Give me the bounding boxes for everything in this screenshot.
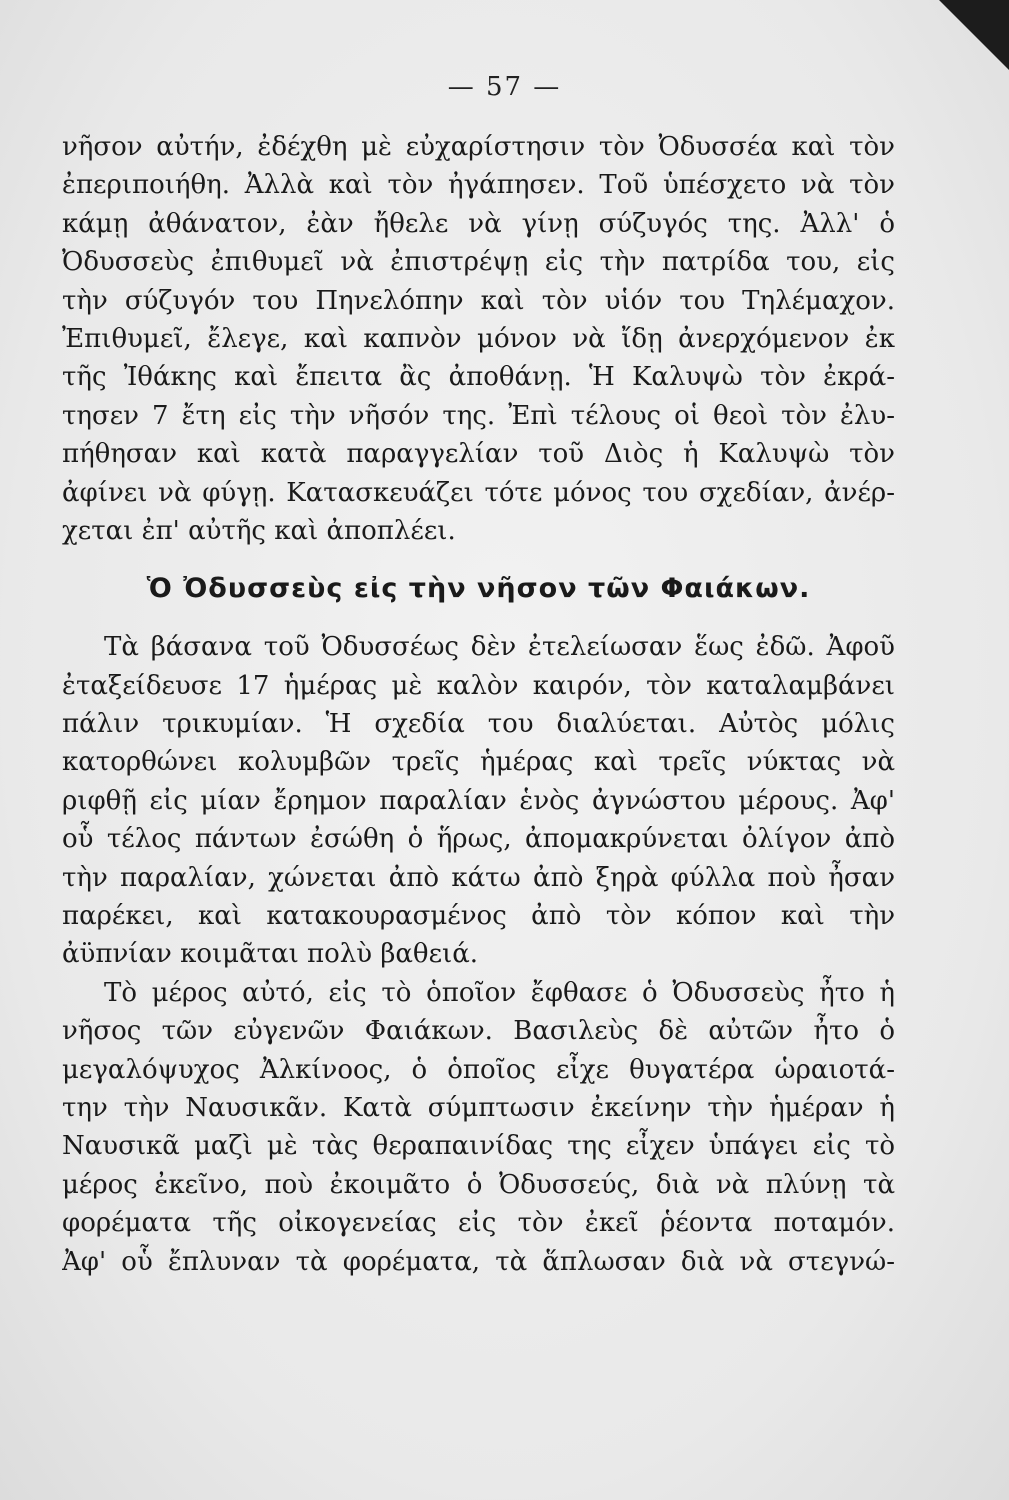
text-line: χεται ἐπ' αὐτῆς καὶ ἀποπλέει. <box>62 515 456 546</box>
page-corner-shadow <box>939 0 1009 70</box>
text-line: τησεν 7 ἔτη εἰς τὴν νῆσόν της. Ἐπὶ τέλους οἱ θεοὶ τὸν ἐλυ- <box>62 400 895 431</box>
text-line: Ἀφ' οὗ ἔπλυναν τὰ φορέματα, τὰ ἅπλωσαν διὰ νὰ στεγνώ- <box>62 1246 895 1277</box>
text-line: Τὸ μέρος αὐτό, εἰς τὸ ὁποῖον ἔφθασε ὁ Ὀδυσσεὺς ἦτο ἡ <box>104 977 895 1008</box>
text-line: κάμῃ ἀθάνατον, ἐὰν ἤθελε νὰ γίνῃ σύζυγός της. Ἀλλ' ὁ <box>62 208 895 239</box>
text-line: την τὴν Ναυσικᾶν. Κατὰ σύμπτωσιν ἐκείνην τὴν ἡμέραν ἡ <box>62 1092 895 1123</box>
text-line: ἀϋπνίαν κοιμᾶται πολὺ βαθειά. <box>62 939 479 970</box>
text-line: Τὰ βάσανα τοῦ Ὀδυσσέως δὲν ἐτελείωσαν ἕως ἐδῶ. Ἀφοῦ <box>104 632 895 663</box>
text-line: μέρος ἐκεῖνο, ποὺ ἐκοιμᾶτο ὁ Ὀδυσσεύς, διὰ νὰ πλύνῃ τὰ <box>62 1169 895 1200</box>
paragraph-3 <box>62 974 895 1281</box>
text-line: Ναυσικᾶ μαζὶ μὲ τὰς θεραπαινίδας της εἶχεν ὑπάγει εἰς τὸ <box>62 1131 895 1162</box>
text-line: κατορθώνει κολυμβῶν τρεῖς ἡμέρας καὶ τρεῖς νύκτας νὰ <box>62 747 895 778</box>
text-line: τὴν παραλίαν, χώνεται ἀπὸ κάτω ἀπὸ ξηρὰ φύλλα ποὺ ἦσαν <box>62 862 895 893</box>
text-line: Ὀδυσσεὺς ἐπιθυμεῖ νὰ ἐπιστρέψῃ εἰς τὴν πατρίδα του, εἰς <box>62 247 895 278</box>
text-line: νῆσον αὐτήν, ἐδέχθη μὲ εὐχαρίστησιν τὸν Ὀδυσσέα καὶ τὸν <box>62 132 895 162</box>
text-line: ἀφίνει νὰ φύγῃ. Κατασκευάζει τότε μόνος του σχεδίαν, ἀνέρ- <box>62 477 895 508</box>
text-line: μεγαλόψυχος Ἀλκίνοος, ὁ ὁποῖος εἶχε θυγατέρα ὡραιοτά- <box>62 1054 895 1085</box>
text-line: παρέκει, καὶ κατακουρασμένος ἀπὸ τὸν κόπον καὶ τὴν <box>62 901 895 932</box>
page-number: — 57 — <box>447 72 562 102</box>
text-line: πάλιν τρικυμίαν. Ἡ σχεδία του διαλύεται. Αὐτὸς μόλις <box>62 709 895 740</box>
text-line: πήθησαν καὶ κατὰ παραγγελίαν τοῦ Διὸς ἡ Καλυψὼ τὸν <box>62 439 895 470</box>
text-line: φορέματα τῆς οἰκογενείας εἰς τὸν ἐκεῖ ῥέοντα ποταμόν. <box>62 1208 895 1239</box>
paragraph-1 <box>62 128 895 550</box>
paragraph-2 <box>62 628 895 974</box>
text-line: ἐπεριποιήθη. Ἀλλὰ καὶ τὸν ἠγάπησεν. Τοῦ ὑπέσχετο νὰ τὸν <box>62 170 895 201</box>
text-line: τὴν σύζυγόν του Πηνελόπην καὶ τὸν υἱόν του Τηλέμαχον. <box>62 285 895 316</box>
text-line: οὗ τέλος πάντων ἐσώθη ὁ ἥρως, ἀπομακρύνεται ὀλίγον ἀπὸ <box>62 824 895 855</box>
section-heading: Ὁ Ὀδυσσεὺς εἰς τὴν νῆσον τῶν Φαιάκων. <box>146 573 811 605</box>
text-line: ἐταξείδευσε 17 ἡμέρας μὲ καλὸν καιρόν, τὸν καταλαμβάνει <box>62 670 895 701</box>
text-line: ριφθῇ εἰς μίαν ἔρημον παραλίαν ἑνὸς ἀγνώστου μέρους. Ἀφ' <box>62 785 895 816</box>
text-line: Ἐπιθυμεῖ, ἔλεγε, καὶ καπνὸν μόνον νὰ ἴδῃ ἀνερχόμενον ἐκ <box>62 323 895 354</box>
text-line: τῆς Ἰθάκης καὶ ἔπειτα ἂς ἀποθάνῃ. Ἡ Καλυψὼ τὸν ἐκρά- <box>62 362 895 393</box>
page-body <box>62 128 895 1281</box>
text-line: νῆσος τῶν εὐγενῶν Φαιάκων. Βασιλεὺς δὲ αὐτῶν ἦτο ὁ <box>62 1016 895 1047</box>
